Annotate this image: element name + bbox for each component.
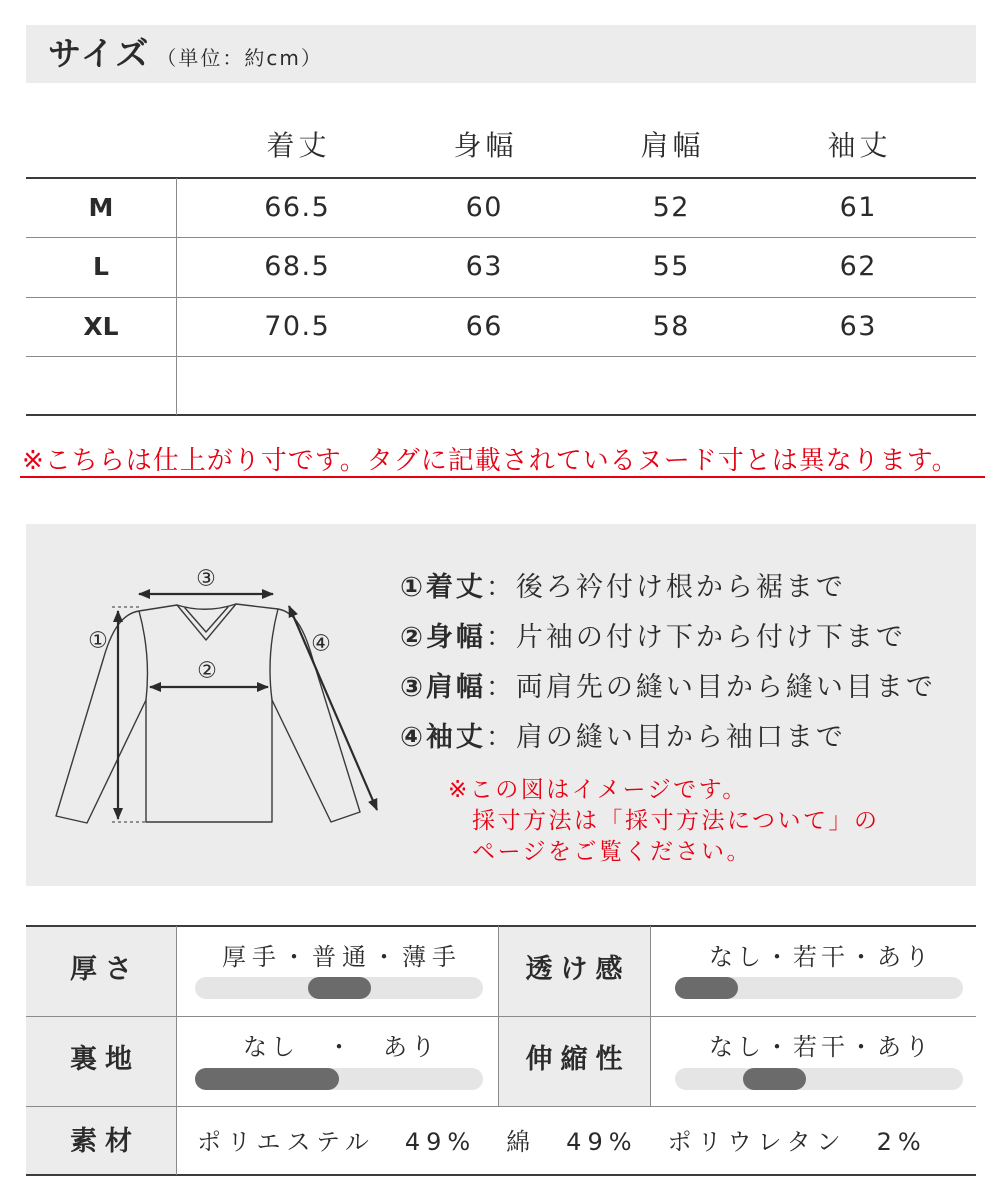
diagram-note-line-2: 採寸方法は「採寸方法について」の [472,808,880,834]
size-title: サイズ [48,34,151,73]
table-column-divider [176,926,177,1175]
lining-scale-track [195,1068,483,1090]
size-row-xl [0,297,1001,356]
sheerness-scale-text: なし・若干・あり [709,943,933,971]
guide-item-length [400,568,846,608]
material-composition: ポリエステル 49% 綿 49% ポリウレタン 2% [197,1128,927,1156]
table-cell: 66 [465,311,503,342]
size-unit-note: （単位：約cm） [156,46,323,70]
sleeve-length-arrow [289,606,377,810]
guide-item-shoulder-width [400,668,936,708]
lining-label: 裏地 [70,1044,140,1075]
guide-item-label: ③肩幅 [400,672,486,703]
table-cell: 63 [839,311,877,342]
marker-3-label: ③ [196,566,216,592]
guide-item-description: ：後ろ衿付け根から裾まで [485,572,846,603]
material-label: 素材 [70,1126,140,1157]
column-header-body-width: 身幅 [453,129,518,162]
size-row-empty [0,356,1001,415]
table-rule [26,1106,976,1107]
stretch-level-indicator [743,1068,806,1090]
stretch-scale-track [675,1068,963,1090]
stretch-scale-text: なし・若干・あり [709,1033,933,1061]
thickness-scale-text: 厚手・普通・薄手 [222,943,462,971]
size-section-header [26,25,976,83]
table-cell: 58 [652,311,690,342]
table-rule [26,1174,976,1176]
guide-item-body-width [400,618,906,658]
guide-item-sleeve-length [400,718,846,758]
stretch-label: 伸縮性 [525,1044,631,1075]
guide-item-description: ：片袖の付け下から付け下まで [485,622,906,653]
column-header-sleeve-length: 袖丈 [827,129,892,162]
table-cell: 63 [465,251,503,282]
guide-item-description: ：両肩先の縫い目から縫い目まで [485,672,936,703]
left-sleeve-outline [56,605,177,823]
thickness-level-indicator [308,977,371,999]
table-cell: 68.5 [264,251,331,282]
diagram-note-line-3: ページをご覧ください。 [472,839,753,865]
guide-item-label: ①着丈 [400,572,486,603]
table-cell: 60 [465,192,503,223]
column-header-shoulder-width: 肩幅 [640,129,705,162]
size-label: L [93,252,109,281]
thickness-scale-track [195,977,483,999]
body-outline [139,609,278,822]
table-cell: 55 [652,251,690,282]
finished-size-note: ※こちらは仕上がり寸です。タグに記載されているヌード寸とは異なります。 [22,446,959,476]
guide-item-label: ②身幅 [400,622,486,653]
marker-1-label: ① [88,628,108,654]
neckband-line [185,607,228,632]
column-header-length: 着丈 [266,129,331,162]
marker-4-label: ④ [311,631,331,657]
table-cell: 66.5 [264,192,331,223]
table-rule [26,1016,976,1017]
table-cell: 70.5 [264,311,331,342]
sheerness-scale-track [675,977,963,999]
note-underline [20,476,985,478]
guide-item-label: ④袖丈 [400,722,486,753]
guide-item-description: ：肩の縫い目から袖口まで [485,722,846,753]
table-cell: 52 [652,192,690,223]
table-column-divider [650,926,651,1106]
size-row-m [0,178,1001,237]
size-title-row [48,25,323,83]
sheerness-label: 透け感 [525,954,631,985]
thickness-label: 厚さ [70,954,140,985]
sheerness-level-indicator [675,977,738,999]
size-label: XL [83,312,119,341]
table-cell: 61 [839,192,877,223]
lining-scale-text: なし ・ あり [243,1033,439,1061]
size-row-l [0,237,1001,296]
right-sleeve-outline [236,604,360,822]
marker-2-label: ② [197,658,217,684]
lining-level-indicator [195,1068,339,1090]
table-rule [26,925,976,927]
table-cell: 62 [839,251,877,282]
size-label: M [88,193,114,222]
garment-measurement-diagram [26,524,406,886]
diagram-note-line-1: ※この図はイメージです。 [448,777,748,803]
